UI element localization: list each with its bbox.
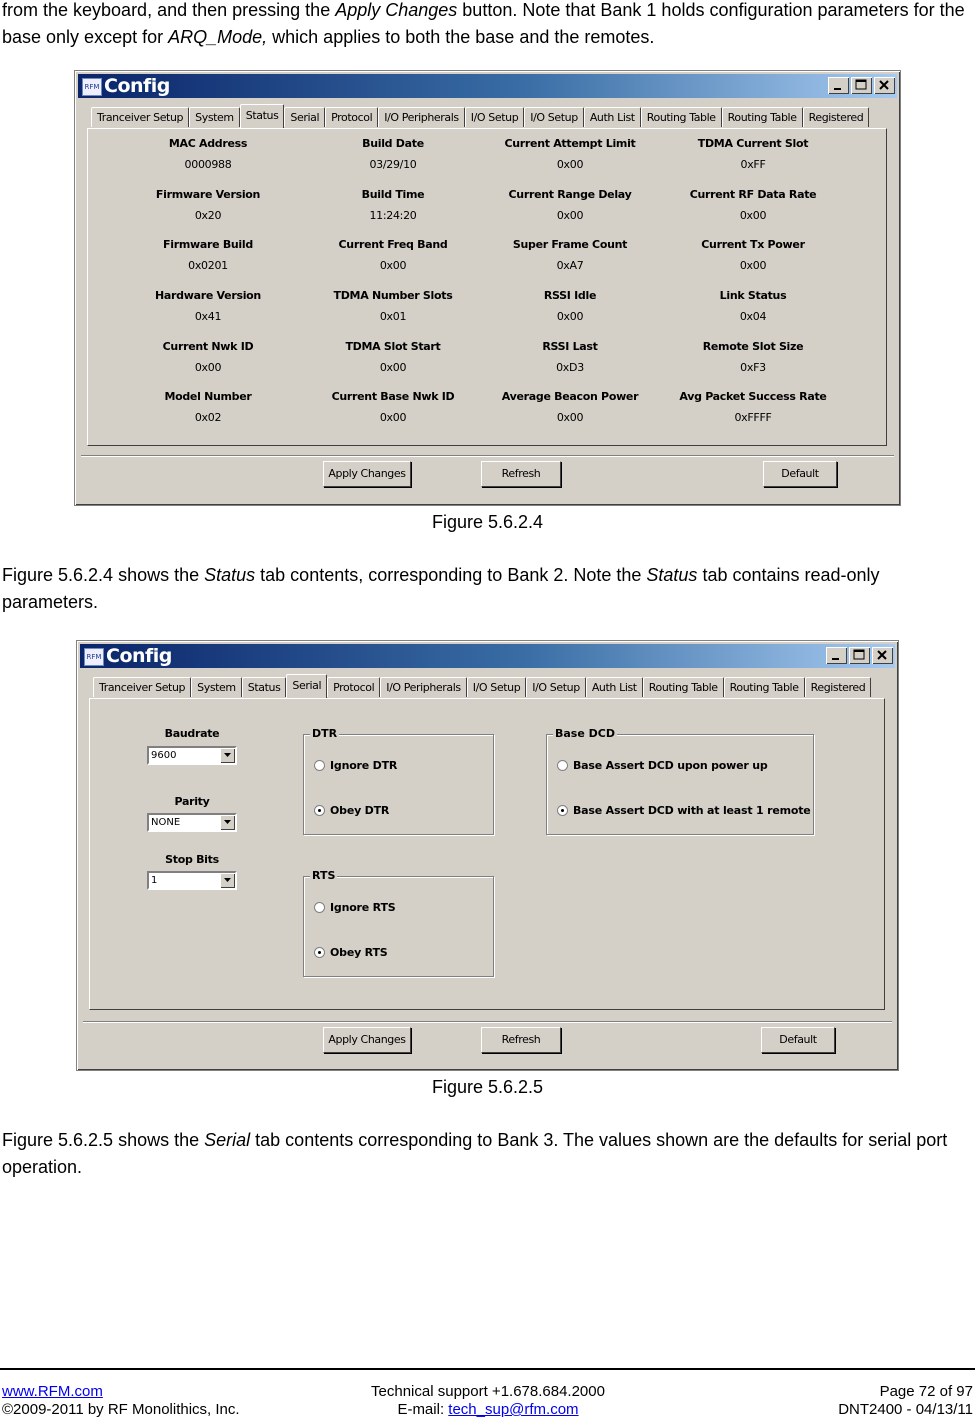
- radio-label: Ignore DTR: [330, 759, 398, 772]
- status-field: [118, 390, 298, 424]
- status-field-value: 03/29/10: [369, 158, 417, 171]
- base-dcd-group-title: Base DCD: [555, 727, 615, 740]
- maximize-icon: [854, 79, 868, 91]
- tab-auth-list[interactable]: Auth List: [584, 107, 641, 127]
- tab-tranceiver-setup[interactable]: Tranceiver Setup: [91, 107, 189, 127]
- status-field-label: MAC Address: [168, 137, 248, 150]
- body-text: tab contents corresponding to Bank 3. The values shown are the defaults for serial port operation.: [2, 1130, 948, 1177]
- maximize-icon: [852, 649, 866, 661]
- status-field-label: Current Freq Band: [338, 238, 448, 251]
- stopbits-label: Stop Bits: [165, 853, 219, 866]
- status-field: [118, 340, 298, 374]
- status-field: [480, 137, 660, 171]
- intro-text: which applies to both the base and the remotes.: [267, 27, 655, 47]
- close-icon: [877, 79, 891, 91]
- status-field: [480, 289, 660, 323]
- window-title: Config: [104, 75, 170, 97]
- status-field: [480, 238, 660, 272]
- footer-rule: [0, 1368, 975, 1370]
- tab-protocol[interactable]: Protocol: [325, 107, 378, 127]
- rts-group: [303, 869, 494, 977]
- status-field-label: RSSI Idle: [543, 289, 597, 302]
- body-emphasis: Status: [204, 565, 256, 585]
- serial-panel: [89, 698, 885, 1010]
- body-paragraph: [2, 562, 972, 616]
- close-button[interactable]: [874, 77, 895, 94]
- tab-strip: [91, 105, 869, 127]
- status-field-value: 0x00: [556, 158, 584, 171]
- status-field-label: Build Time: [361, 188, 425, 201]
- radio-label: Obey DTR: [330, 804, 390, 817]
- tab-system[interactable]: System: [189, 107, 240, 127]
- close-icon: [875, 649, 889, 661]
- tab-i-o-peripherals[interactable]: I/O Peripherals: [380, 677, 466, 697]
- status-field: [303, 289, 483, 323]
- status-field-label: Current RF Data Rate: [689, 188, 817, 201]
- divider: [83, 1021, 892, 1023]
- refresh-button[interactable]: Refresh: [481, 461, 561, 487]
- status-field-value: 0000988: [184, 158, 232, 171]
- status-field-label: Build Date: [362, 137, 424, 150]
- baudrate-value: 9600: [151, 750, 177, 761]
- body-text: tab contains read-only parameters.: [2, 565, 880, 612]
- stopbits-select[interactable]: [147, 871, 237, 890]
- apply-changes-button[interactable]: Apply Changes: [323, 1027, 411, 1053]
- minimize-button[interactable]: [828, 77, 849, 94]
- page-number: Page 72 of 97: [879, 1383, 973, 1400]
- status-field: [663, 188, 843, 222]
- status-field-value: 0x04: [739, 310, 767, 323]
- status-field-label: Hardware Version: [155, 289, 261, 302]
- status-field-label: TDMA Number Slots: [333, 289, 453, 302]
- radio-checked-icon: [557, 805, 568, 816]
- config-window-serial: [76, 640, 899, 1071]
- status-field: [663, 390, 843, 424]
- copyright: ©2009-2011 by RF Monolithics, Inc.: [2, 1401, 240, 1418]
- app-icon: RFM: [84, 648, 104, 666]
- tab-registered[interactable]: Registered: [805, 677, 872, 697]
- config-window-status: [74, 70, 901, 506]
- radio-label: Base Assert DCD with at least 1 remote: [573, 804, 811, 817]
- dropdown-arrow[interactable]: [220, 873, 235, 888]
- status-field-value: 0x0201: [188, 259, 228, 272]
- status-field-value: 0xA7: [556, 259, 584, 272]
- dcd-power-up-radio[interactable]: [557, 759, 768, 772]
- tab-protocol[interactable]: Protocol: [327, 677, 380, 697]
- body-paragraph: [2, 1127, 972, 1181]
- status-field-label: Super Frame Count: [512, 238, 628, 251]
- chevron-down-icon: [224, 878, 232, 883]
- tab-auth-list[interactable]: Auth List: [586, 677, 643, 697]
- status-field-value: 0xFF: [740, 158, 766, 171]
- body-emphasis: Status: [646, 565, 698, 585]
- maximize-button[interactable]: [851, 77, 872, 94]
- intro-text: button. Note that Bank 1 holds configuration parameters for the base only except for: [2, 0, 965, 47]
- dropdown-arrow[interactable]: [220, 748, 235, 763]
- status-field-label: Avg Packet Success Rate: [679, 390, 827, 403]
- status-field: [663, 289, 843, 323]
- status-panel: [87, 128, 887, 446]
- status-field-value: 0x00: [379, 361, 407, 374]
- tab-routing-table[interactable]: Routing Table: [643, 677, 724, 697]
- status-field-label: Current Tx Power: [701, 238, 805, 251]
- tab-strip: [93, 675, 871, 697]
- rts-group-title: RTS: [312, 869, 336, 882]
- title-bar: [78, 74, 897, 98]
- default-button[interactable]: Default: [761, 1027, 835, 1053]
- tab-i-o-setup[interactable]: I/O Setup: [524, 107, 584, 127]
- status-field-value: 0xF3: [740, 361, 766, 374]
- status-field-value: 0xFFFF: [734, 411, 772, 424]
- status-field-label: Firmware Build: [163, 238, 253, 251]
- minimize-button[interactable]: [826, 647, 847, 664]
- status-field-label: Current Base Nwk ID: [331, 390, 455, 403]
- email-link[interactable]: tech_sup@rfm.com: [448, 1401, 579, 1418]
- stopbits-value: 1: [151, 875, 158, 886]
- status-field-label: Current Range Delay: [508, 188, 632, 201]
- radio-label: Ignore RTS: [330, 901, 396, 914]
- status-field: [303, 188, 483, 222]
- status-field-value: 0x00: [379, 411, 407, 424]
- minimize-icon: [829, 649, 843, 661]
- baudrate-label: Baudrate: [164, 727, 220, 740]
- status-field-value: 0x00: [194, 361, 222, 374]
- support-phone: Technical support +1.678.684.2000: [371, 1383, 605, 1400]
- body-text: Figure 5.6.2.4 shows the: [2, 565, 205, 585]
- app-icon: RFM: [82, 78, 102, 96]
- intro-emphasis-arq: ARQ_Mode,: [168, 27, 268, 47]
- status-field-label: Remote Slot Size: [702, 340, 804, 353]
- title-bar: [80, 644, 895, 668]
- status-field-label: TDMA Slot Start: [345, 340, 441, 353]
- maximize-button[interactable]: [849, 647, 870, 664]
- status-field: [663, 238, 843, 272]
- radio-label: Obey RTS: [330, 946, 388, 959]
- dtr-group-title: DTR: [312, 727, 338, 740]
- intro-text: from the keyboard, and then pressing the: [2, 0, 336, 20]
- intro-emphasis-apply: Apply Changes: [335, 0, 458, 20]
- status-field: [480, 188, 660, 222]
- status-field-value: 0x02: [194, 411, 222, 424]
- dtr-group: [303, 727, 494, 835]
- divider: [81, 455, 894, 457]
- figure-caption: Figure 5.6.2.5: [431, 1077, 544, 1097]
- status-field: [118, 188, 298, 222]
- status-field-label: Link Status: [719, 289, 787, 302]
- status-field-value: 0x00: [556, 411, 584, 424]
- status-field: [303, 390, 483, 424]
- tab-serial[interactable]: Serial: [286, 674, 327, 698]
- tab-status[interactable]: Status: [242, 677, 287, 697]
- status-field: [303, 340, 483, 374]
- status-field-value: 0x00: [379, 259, 407, 272]
- intro-paragraph: [2, 0, 972, 51]
- dropdown-arrow[interactable]: [220, 815, 235, 830]
- radio-icon: [314, 902, 325, 913]
- status-field-label: Current Attempt Limit: [504, 137, 636, 150]
- base-dcd-group: [546, 727, 814, 835]
- apply-changes-button[interactable]: Apply Changes: [323, 461, 411, 487]
- tab-i-o-setup[interactable]: I/O Setup: [467, 677, 527, 697]
- minimize-icon: [831, 79, 845, 91]
- tab-i-o-setup[interactable]: I/O Setup: [465, 107, 525, 127]
- radio-label: Base Assert DCD upon power up: [573, 759, 768, 772]
- radio-icon: [314, 760, 325, 771]
- radio-checked-icon: [314, 805, 325, 816]
- status-field-value: 0x01: [379, 310, 407, 323]
- tab-registered[interactable]: Registered: [803, 107, 870, 127]
- radio-icon: [557, 760, 568, 771]
- status-field-value: 0x20: [194, 209, 222, 222]
- parity-label: Parity: [174, 795, 210, 808]
- status-field-value: 0xD3: [556, 361, 584, 374]
- footer-center: [330, 1383, 646, 1419]
- baudrate-select[interactable]: [147, 746, 237, 765]
- chevron-down-icon: [224, 753, 232, 758]
- status-field: [480, 340, 660, 374]
- status-field-value: 0x00: [739, 259, 767, 272]
- tab-serial[interactable]: Serial: [284, 107, 325, 127]
- status-field-label: Average Beacon Power: [501, 390, 639, 403]
- footer-left: [2, 1383, 240, 1419]
- chevron-down-icon: [224, 820, 232, 825]
- tab-i-o-setup[interactable]: I/O Setup: [526, 677, 586, 697]
- status-field-label: Current Nwk ID: [162, 340, 254, 353]
- status-field-value: 0x00: [556, 209, 584, 222]
- email-label: E-mail:: [397, 1401, 449, 1418]
- footer-right: [838, 1383, 973, 1419]
- ignore-rts-radio[interactable]: [314, 901, 395, 914]
- window-title: Config: [106, 645, 172, 667]
- status-field-label: RSSI Last: [542, 340, 598, 353]
- tab-status[interactable]: Status: [240, 104, 285, 128]
- status-field: [118, 289, 298, 323]
- status-field: [663, 137, 843, 171]
- status-field: [480, 390, 660, 424]
- close-button[interactable]: [872, 647, 893, 664]
- figure-caption: Figure 5.6.2.4: [431, 512, 544, 532]
- parity-value: NONE: [151, 817, 181, 828]
- body-emphasis: Serial: [204, 1130, 251, 1150]
- status-field: [118, 137, 298, 171]
- tab-system[interactable]: System: [191, 677, 242, 697]
- tab-i-o-peripherals[interactable]: I/O Peripherals: [378, 107, 464, 127]
- body-text: Figure 5.6.2.5 shows the: [2, 1130, 205, 1150]
- radio-checked-icon: [314, 947, 325, 958]
- status-field: [303, 137, 483, 171]
- body-text: tab contents, corresponding to Bank 2. Note the: [255, 565, 647, 585]
- status-field-label: Model Number: [164, 390, 252, 403]
- status-field: [303, 238, 483, 272]
- tab-tranceiver-setup[interactable]: Tranceiver Setup: [93, 677, 191, 697]
- ignore-dtr-radio[interactable]: [314, 759, 397, 772]
- refresh-button[interactable]: Refresh: [481, 1027, 561, 1053]
- dcd-one-remote-radio[interactable]: [557, 804, 811, 817]
- tab-routing-table[interactable]: Routing Table: [641, 107, 722, 127]
- status-field-value: 0x00: [739, 209, 767, 222]
- parity-select[interactable]: [147, 813, 237, 832]
- status-field-label: Firmware Version: [155, 188, 261, 201]
- status-field: [118, 238, 298, 272]
- obey-rts-radio[interactable]: [314, 946, 388, 959]
- status-field-label: TDMA Current Slot: [697, 137, 809, 150]
- tab-routing-table[interactable]: Routing Table: [724, 677, 805, 697]
- default-button[interactable]: Default: [763, 461, 837, 487]
- tab-routing-table[interactable]: Routing Table: [722, 107, 803, 127]
- status-field-value: 11:24:20: [369, 209, 417, 222]
- status-field-value: 0x41: [194, 310, 222, 323]
- doc-id: DNT2400 - 04/13/11: [838, 1401, 973, 1418]
- status-field-value: 0x00: [556, 310, 584, 323]
- obey-dtr-radio[interactable]: [314, 804, 389, 817]
- site-link[interactable]: www.RFM.com: [2, 1383, 103, 1400]
- status-field: [663, 340, 843, 374]
